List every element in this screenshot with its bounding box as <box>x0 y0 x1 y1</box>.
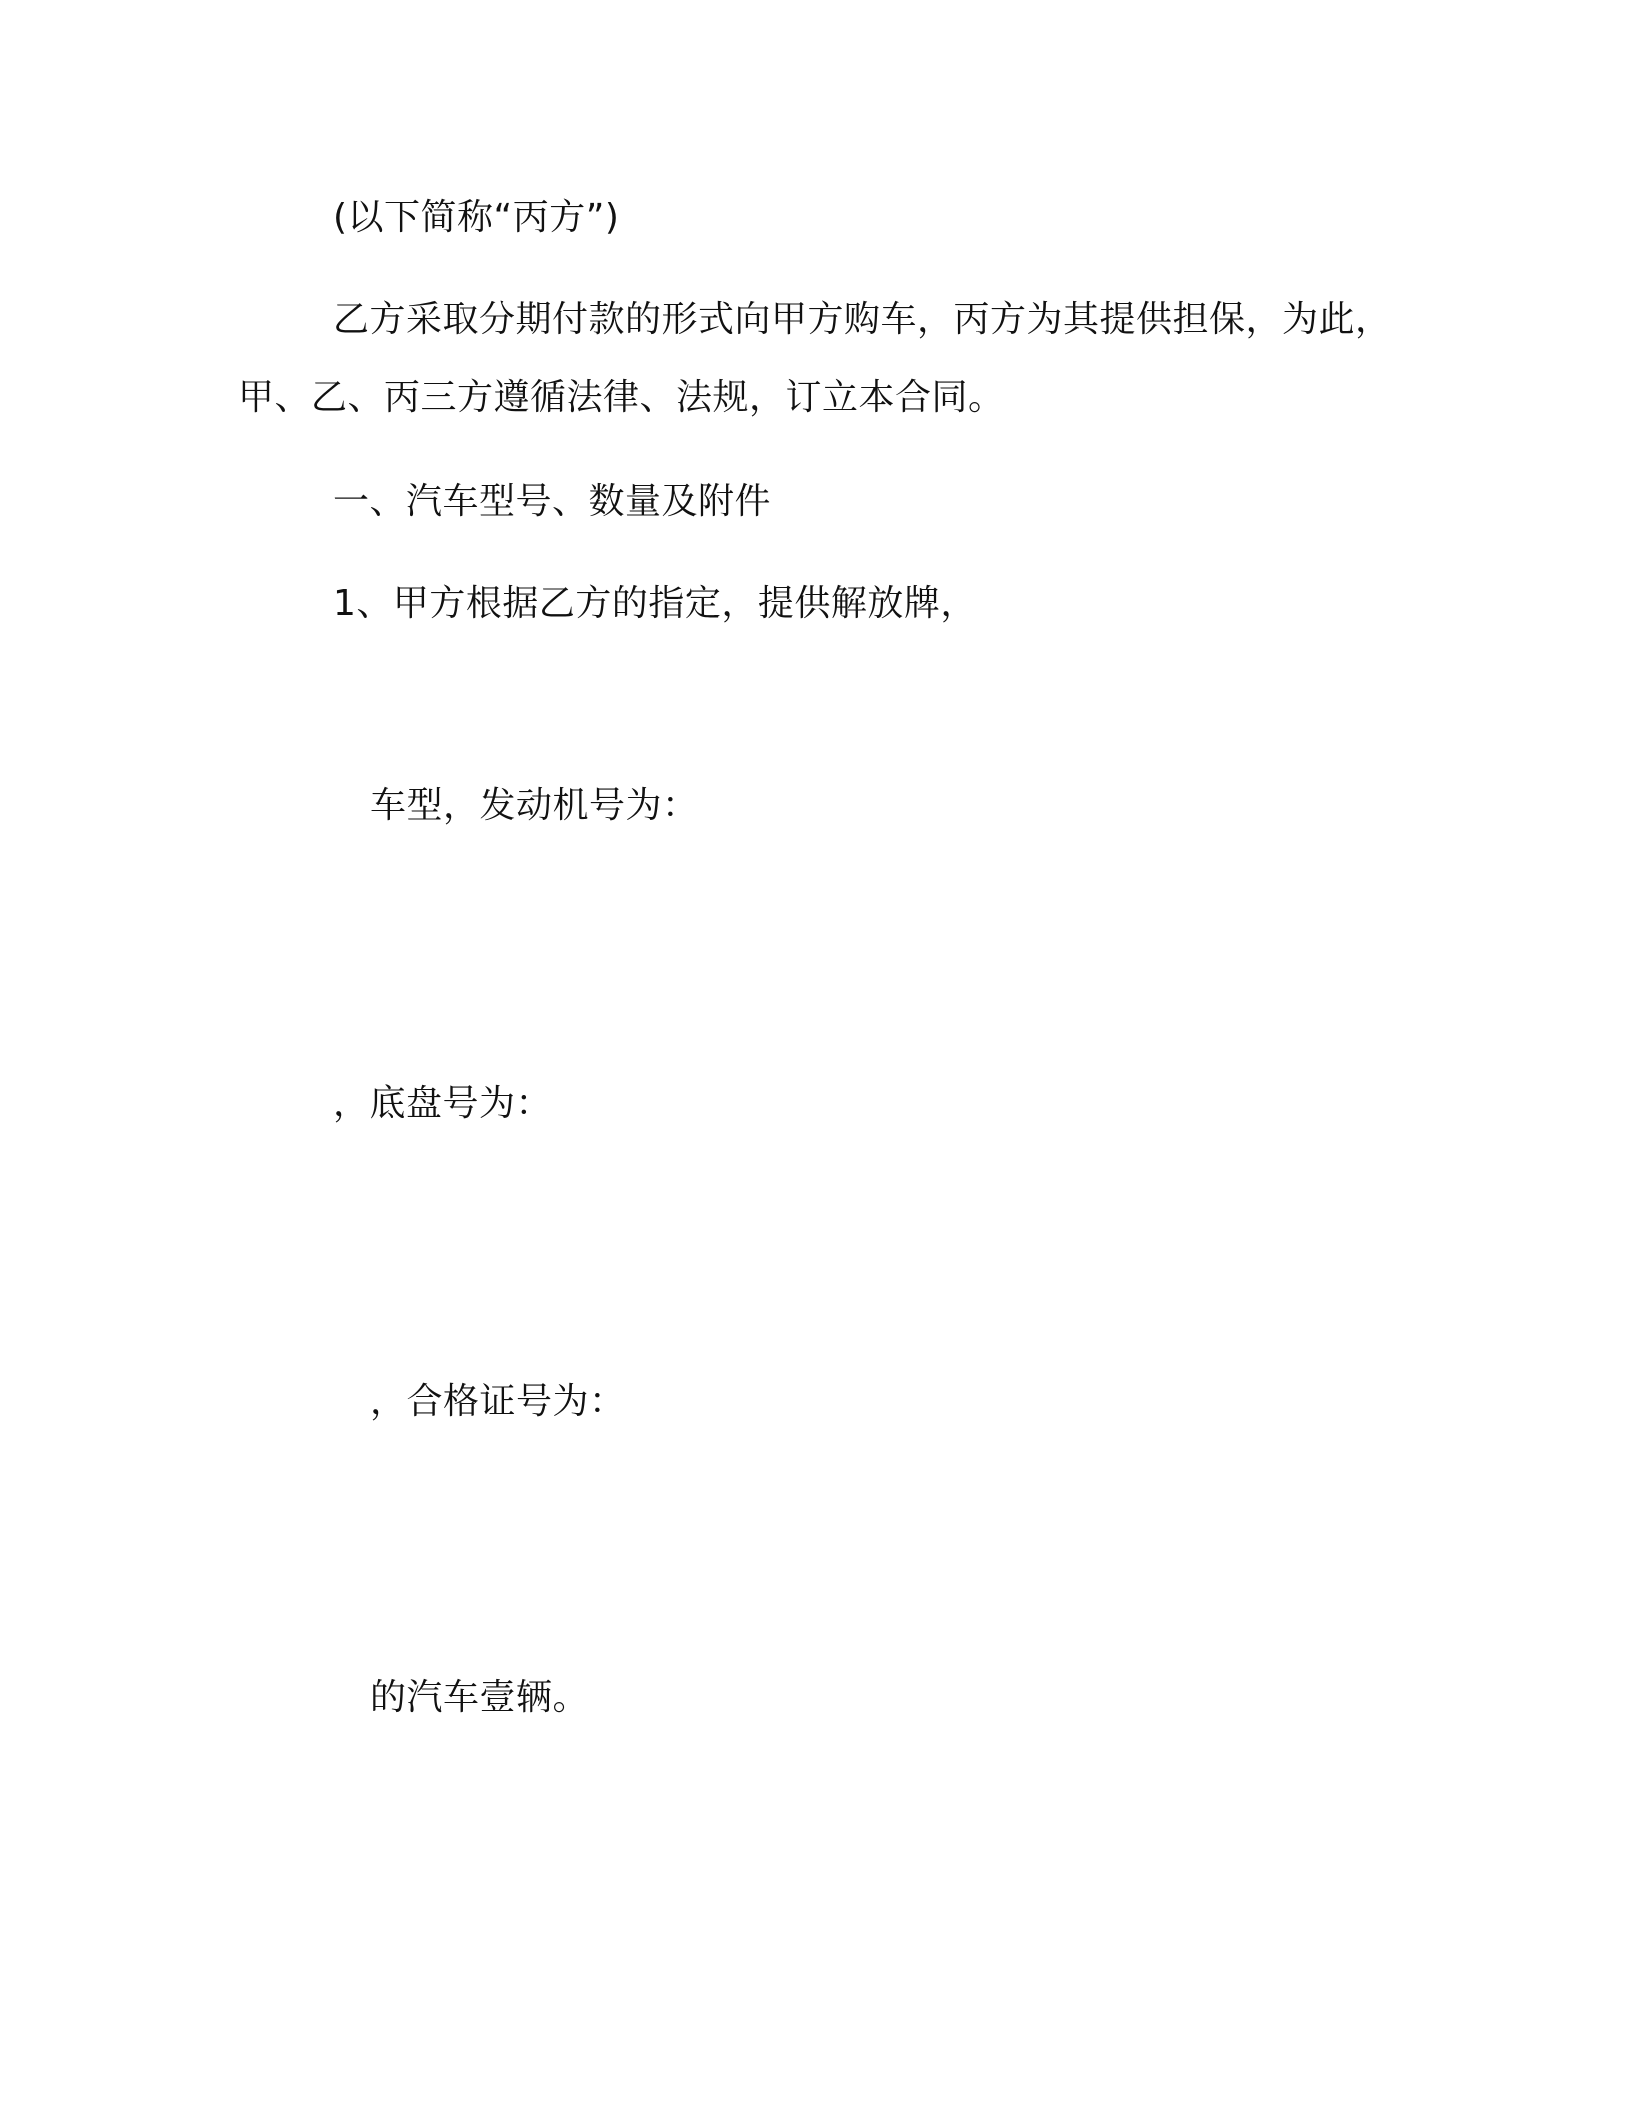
chassis-number-field: ，底盘号为： <box>333 1083 553 1124</box>
party-c-abbreviation: (以下简称“丙方”) <box>333 197 620 238</box>
section-heading-vehicle: 一、汽车型号、数量及附件 <box>333 481 772 522</box>
certificate-number-field: ，合格证号为： <box>370 1381 626 1422</box>
preamble-line-2: 甲、乙、丙三方遵循法律、法规，订立本合同。 <box>238 377 1005 418</box>
engine-number-field: 车型，发动机号为： <box>370 785 699 826</box>
preamble-line-1: 乙方采取分期付款的形式向甲方购车，丙方为其提供担保，为此， <box>333 299 1392 340</box>
vehicle-quantity-text: 的汽车壹辆。 <box>370 1677 590 1718</box>
clause-1-text: 1、甲方根据乙方的指定，提供解放牌， <box>333 583 977 624</box>
